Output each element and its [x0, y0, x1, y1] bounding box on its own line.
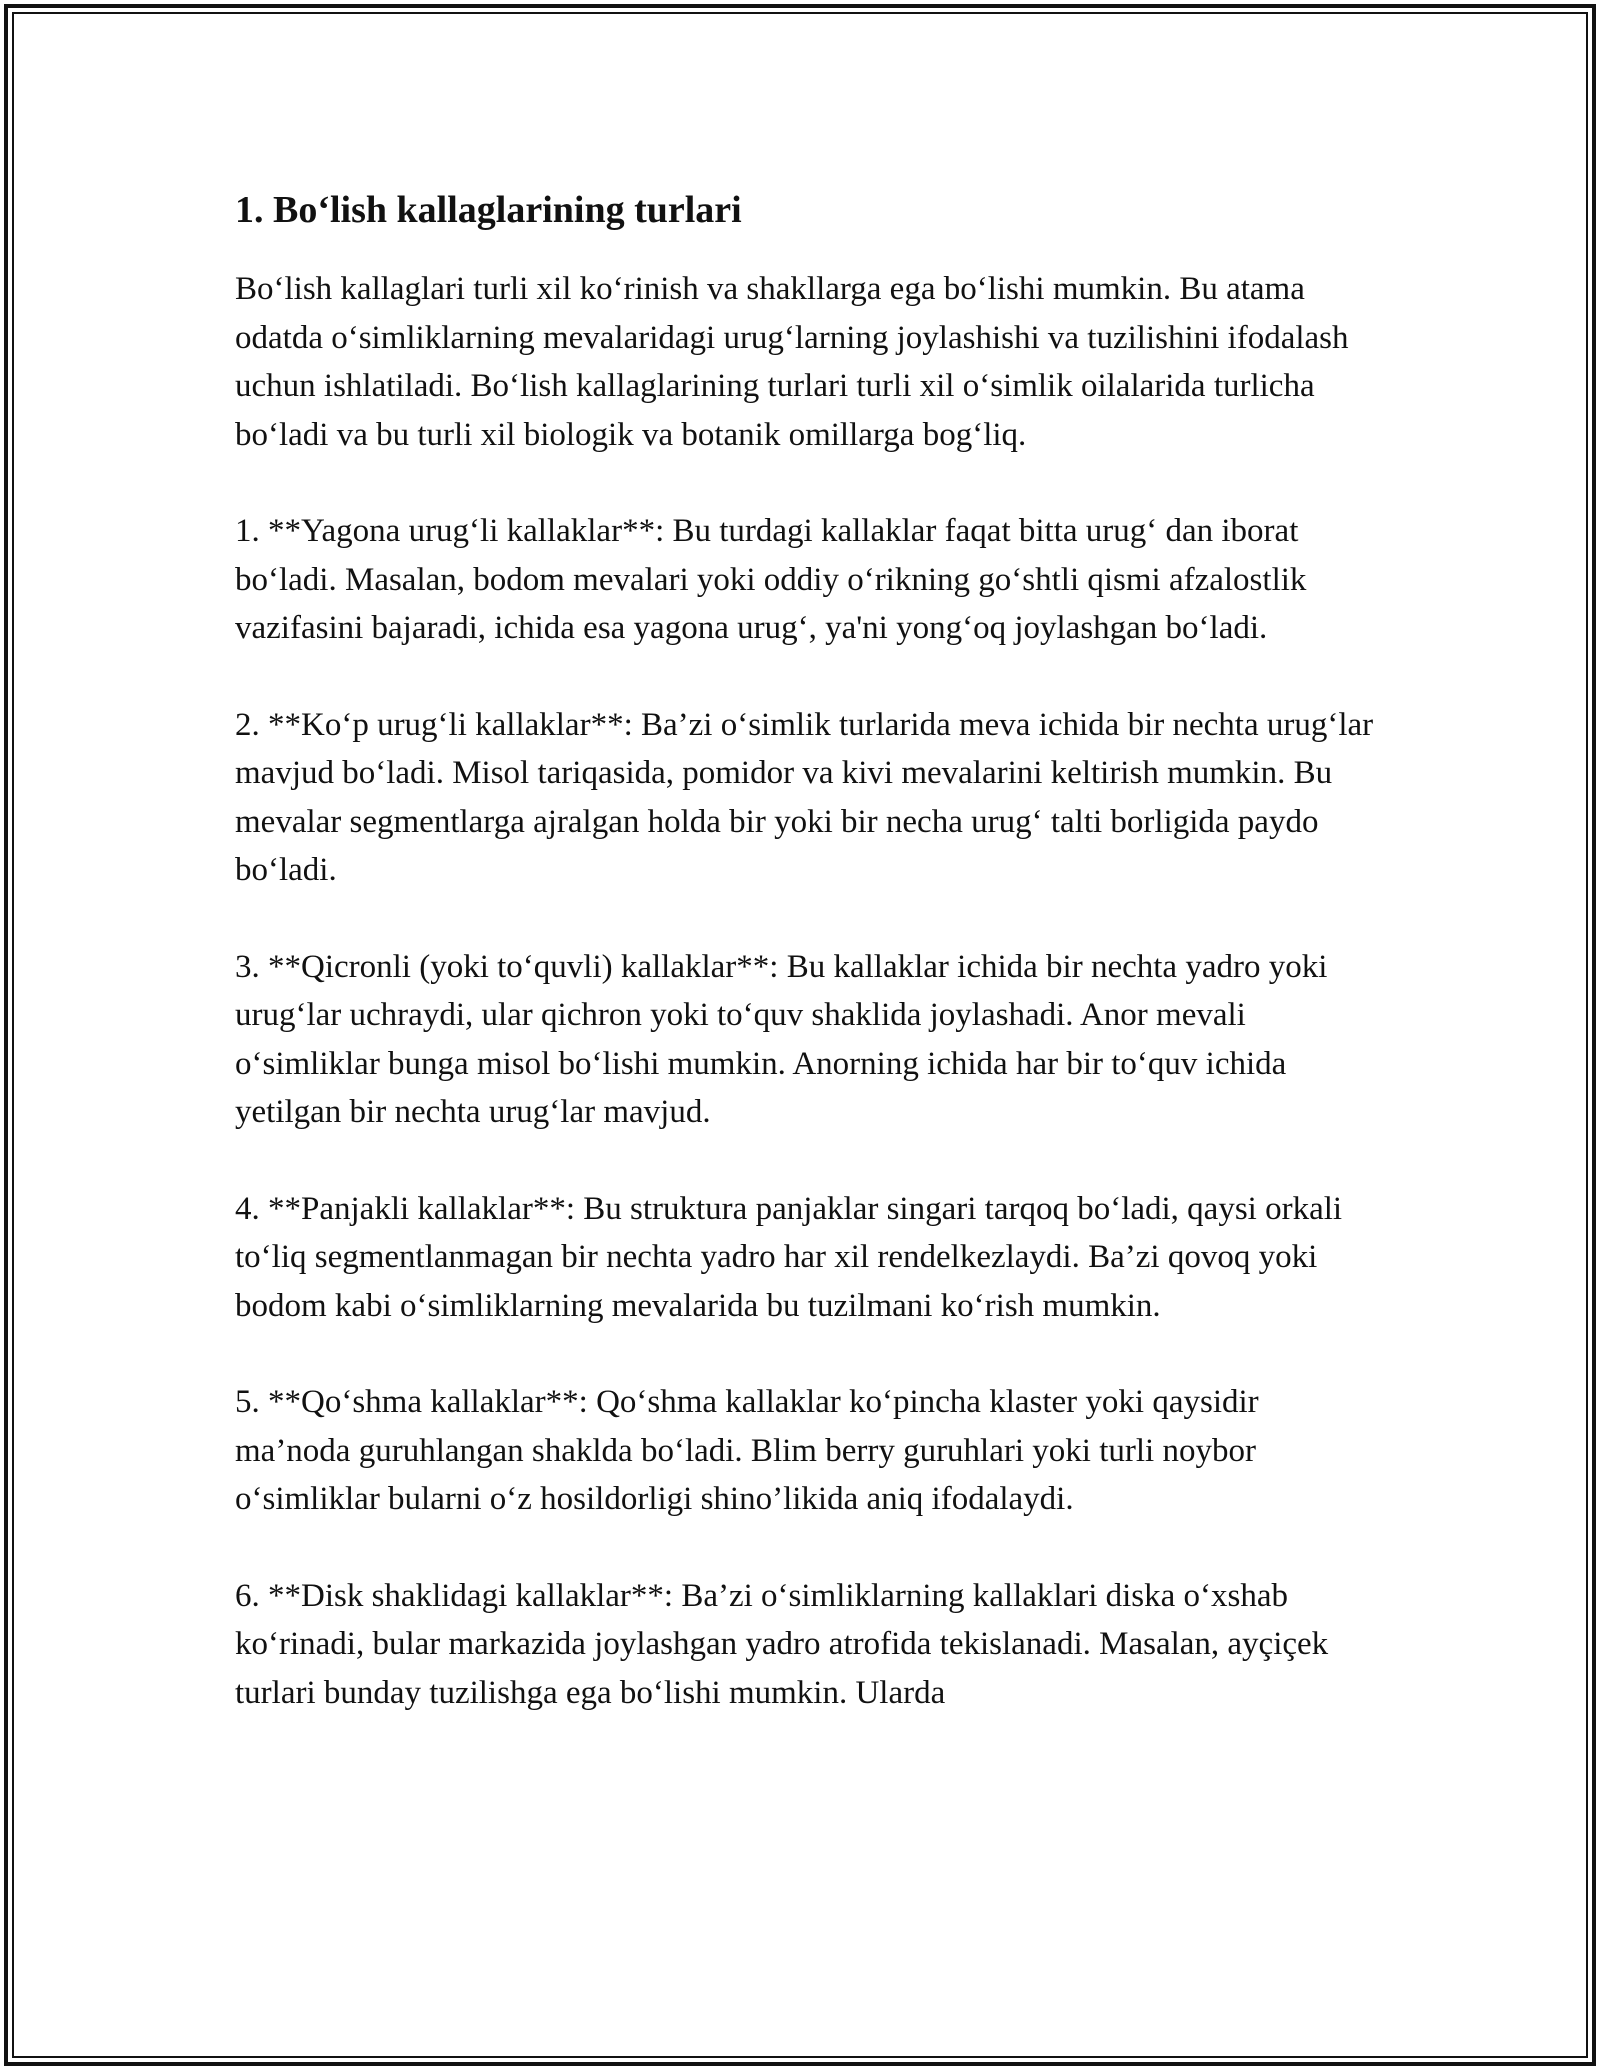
intro-paragraph: Bo‘lish kallaglari turli xil ko‘rinish va shakllarga ega bo‘lishi mumkin. Bu atama odatda o‘simliklarning mevalaridagi urug‘larning joylashishi va tuzilishini ifodalash uchun ishlatiladi. Bo‘lish kallaglarining turlari turli xil o‘simlik oilalarida turlicha bo‘ladi va bu turli xil biologik va botanik omillarga bog‘liq. [235, 271, 1349, 453]
list-item-6: 6. **Disk shaklidagi kallaklar**: Ba’zi o‘simliklarning kallaklari diska o‘xshab ko‘rinadi, bular markazida joylashgan yadro atrofida tekislanadi. Masalan, ayçiçek turlari bunday tuzilishga ega bo‘lishi mumkin. Ularda [235, 1577, 1329, 1711]
list-item-3: 3. **Qicronli (yoki to‘quvli) kallaklar**: Bu kallaklar ichida bir nechta yadro yoki urug‘lar uchraydi, ular qichron yoki to‘quv shaklida joylashadi. Anor mevali o‘simliklar bunga misol bo‘lishi mumkin. Anorning ichida har bir to‘quv ichida yetilgan bir nechta urug‘lar mavjud. [235, 948, 1328, 1130]
list-item-1: 1. **Yagona urug‘li kallaklar**: Bu turdagi kallaklar faqat bitta urug‘ dan iborat bo‘ladi. Masalan, bodom mevalari yoki oddiy o‘rikning go‘shtli qismi afzalostlik vazifasini bajaradi, ichida esa yagona urug‘, ya'ni yong‘oq joylashgan bo‘ladi. [235, 513, 1307, 646]
list-item-2: 2. **Ko‘p urug‘li kallaklar**: Ba’zi o‘simlik turlarida meva ichida bir nechta urug‘lar mavjud bo‘ladi. Misol tariqasida, pomidor va kivi mevalarini keltirish mumkin. Bu mevalar segmentlarga ajralgan holda bir yoki bir necha urug‘ talti borligida paydo bo‘ladi. [235, 706, 1374, 888]
list-item-5: 5. **Qo‘shma kallaklar**: Qo‘shma kallaklar ko‘pincha klaster yoki qaysidir ma’noda guruhlangan shakldа bo‘ladi. Blim berry guruhlari yoki turli noybor o‘simliklar bularni o‘z hosildorligi shino’likida aniq ifodalaydi. [235, 1384, 1259, 1517]
list-item-4: 4. **Panjakli kallaklar**: Bu struktura panjaklar singari tarqoq bo‘ladi, qaysi orkali to‘liq segmentlanmagan bir nechta yadro har xil rendelkezlaydi. Ba’zi qovoq yoki bodom kabi o‘simliklarning mevalarida bu tuzilmani ko‘rish mumkin. [235, 1190, 1343, 1324]
document-body [235, 185, 1375, 1765]
section-heading: 1. Bo‘lish kallaglarining turlari [235, 189, 742, 231]
